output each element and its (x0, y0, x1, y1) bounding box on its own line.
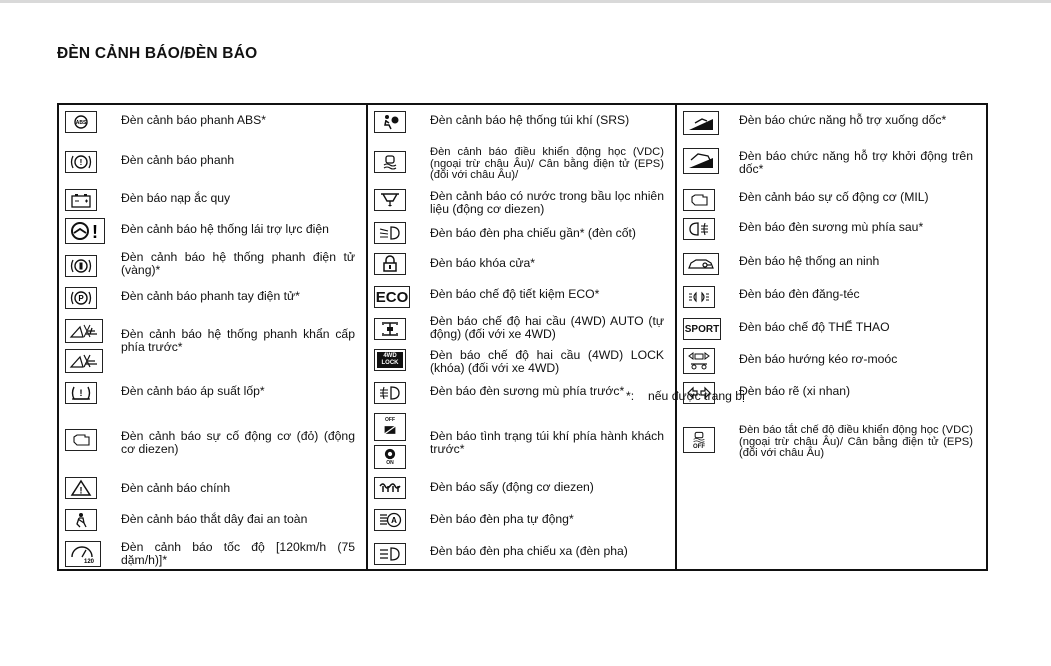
abs-icon (65, 111, 97, 133)
vdc-off-icon (683, 427, 715, 453)
list-item-text: Đèn cảnh báo hệ thống lái trợ lực điện (121, 222, 329, 236)
engine-red-icon (65, 429, 97, 451)
glow-plug-icon (374, 477, 406, 499)
4wd-lock-label: 4WD LOCK (377, 352, 403, 368)
eco-icon: ECO (374, 286, 410, 308)
list-item-text: Đèn cảnh báo phanh (121, 153, 235, 167)
footnote (626, 389, 745, 403)
front-collision-icon (65, 349, 103, 373)
water-fuel-icon (374, 189, 406, 211)
list-item-text: Đèn cảnh báo thắt dây đai an toàn (121, 512, 308, 526)
passenger-airbag-icon (374, 413, 406, 441)
vdc-icon (374, 151, 406, 173)
list-item-text: Đèn báo đèn pha tự động* (430, 512, 574, 526)
side-lights-icon (683, 286, 715, 308)
list-item-text: Đèn báo khóa cửa* (430, 256, 536, 270)
check-engine-icon (683, 189, 715, 211)
list-item-text: Đèn báo sấy (động cơ diezen) (430, 480, 594, 494)
auto-headlight-icon (374, 509, 406, 531)
list-item-text: Đèn báo đèn đăng-téc (739, 287, 860, 301)
parking-brake-icon (65, 287, 97, 309)
column-2 (368, 105, 677, 569)
brake-icon (65, 151, 97, 173)
electronic-brake-icon (65, 255, 97, 277)
list-item-text: Đèn báo tắt chế độ điều khiển động học (VDC) (ngoại trừ châu Âu)/ Cân bằng điện tử (EPS) (đối với châu Âu) (739, 424, 973, 459)
sport-icon: SPORT (683, 318, 721, 340)
svg-text:!: ! (92, 222, 98, 242)
list-item-text: Đèn báo hệ thống an ninh (739, 254, 880, 268)
top-border (0, 0, 1051, 3)
list-item-text: Đèn cảnh báo hệ thống túi khí (SRS) (430, 113, 630, 127)
on-label: ON (386, 460, 394, 466)
airbag-icon (374, 111, 406, 133)
list-item-text: Đèn báo đèn pha chiếu gần* (đèn cốt) (430, 226, 636, 240)
svg-text:!: ! (79, 158, 83, 167)
list-item-text: Đèn báo chế độ hai cầu (4WD) AUTO (tự động) (đối với xe 4WD) (430, 314, 664, 341)
list-item-text: Đèn cảnh báo phanh tay điện tử* (121, 289, 300, 303)
svg-text:A: A (391, 516, 397, 525)
svg-text:ABS: ABS (75, 120, 87, 126)
list-item-text: Đèn báo chế độ hai cầu (4WD) LOCK (khóa) (đối với xe 4WD) (430, 348, 664, 375)
list-item-text: Đèn cảnh báo điều khiển động học (VDC) (ngoại trừ châu Âu)/ Cân bằng điện tử (EPS) (đối với châu Âu)/ (430, 146, 664, 181)
list-item-text: Đèn cảnh báo tốc độ [120km/h (75 dặm/h)]* (121, 540, 355, 567)
list-item-text: Đèn báo nạp ắc quy (121, 191, 231, 205)
low-beam-icon (374, 222, 406, 244)
list-item-text: Đèn cảnh báo áp suất lốp* (121, 384, 265, 398)
list-item-text: Đèn báo đèn pha chiếu xa (đèn pha) (430, 544, 628, 558)
security-icon (683, 253, 719, 275)
trailer-icon (683, 348, 715, 374)
svg-text:120: 120 (83, 559, 95, 565)
svg-text:!: ! (79, 485, 83, 496)
4wd-auto-icon (374, 318, 406, 340)
list-item-text: Đèn báo chế độ tiết kiệm ECO* (430, 287, 600, 301)
tire-pressure-icon (65, 382, 97, 404)
off-label: OFF (385, 417, 395, 423)
warning-lights-table (57, 103, 988, 571)
off-label: OFF (693, 444, 705, 450)
list-item-text: Đèn cảnh báo hệ thống phanh khẩn cấp phía trước* (121, 327, 355, 354)
column-1 (59, 105, 368, 569)
hill-start-icon (683, 148, 719, 174)
speed-warning-icon (65, 541, 101, 567)
list-item-text: Đèn cảnh báo chính (121, 481, 231, 495)
list-item-text: Đèn báo chế độ THỂ THAO (739, 320, 890, 334)
door-lock-icon (374, 253, 406, 275)
rear-fog-icon (683, 218, 715, 240)
hill-descent-icon (683, 111, 719, 135)
high-beam-icon (374, 543, 406, 565)
list-item-text: Đèn cảnh báo sự cố động cơ (MIL) (739, 190, 929, 204)
svg-text:P: P (78, 294, 84, 303)
list-item-text: Đèn báo rẽ (xi nhan) (739, 384, 851, 398)
list-item-text: Đèn báo đèn sương mù phía trước* (430, 384, 625, 398)
list-item-text: Đèn báo chức năng hỗ trợ xuống dốc* (739, 113, 947, 127)
seatbelt-icon (65, 509, 97, 531)
list-item-text: Đèn báo chức năng hỗ trợ khởi động trên dốc* (739, 149, 973, 176)
page-title: ĐÈN CẢNH BÁO/ĐÈN BÁO (57, 45, 258, 62)
battery-icon (65, 189, 97, 211)
footnote-text: nếu được trang bị (648, 389, 745, 403)
front-fog-icon (374, 382, 406, 404)
front-collision-icon (65, 319, 103, 343)
4wd-lock-icon (374, 349, 406, 371)
passenger-airbag-on-icon (374, 445, 406, 469)
list-item-text: Đèn cảnh báo có nước trong bầu lọc nhiên liệu (động cơ diezen) (430, 189, 664, 216)
list-item-text: Đèn cảnh báo sự cố động cơ (đỏ) (động cơ diezen) (121, 429, 355, 456)
footnote-mark: *: (626, 389, 635, 403)
list-item-text: Đèn cảnh báo phanh ABS* (121, 113, 267, 127)
master-warning-icon (65, 477, 97, 499)
column-3 (677, 105, 986, 569)
list-item-text: Đèn cảnh báo hệ thống phanh điện tử (vàng)* (121, 250, 355, 277)
svg-text:!: ! (79, 388, 83, 398)
list-item-text: Đèn báo hướng kéo rơ-moóc (739, 352, 898, 366)
list-item-text: Đèn báo tình trạng túi khí phía hành khách trước* (430, 429, 664, 456)
list-item-text: Đèn báo đèn sương mù phía sau* (739, 220, 924, 234)
steering-warning-icon (65, 218, 105, 244)
